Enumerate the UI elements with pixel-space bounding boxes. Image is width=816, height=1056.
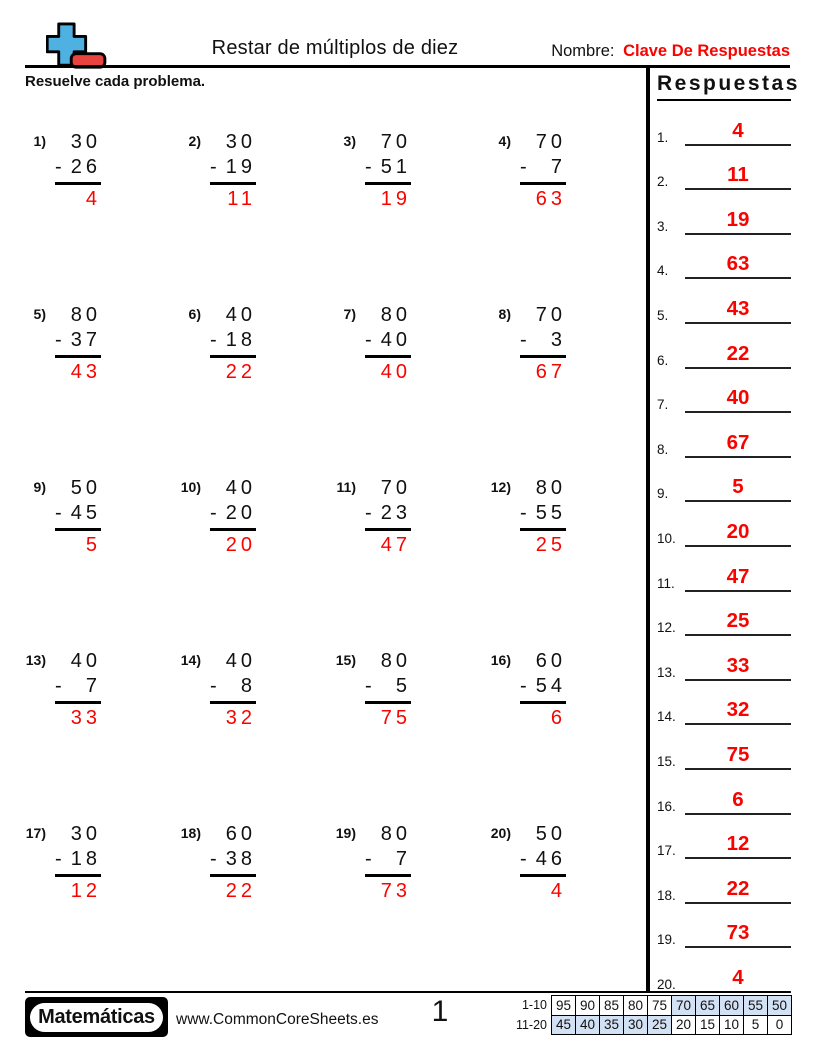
answer-number: 17.: [657, 843, 676, 859]
answer-blank: [685, 743, 791, 770]
subtrahend: 20: [225, 502, 256, 524]
problem-work: [55, 303, 101, 386]
subtrahend: 38: [225, 848, 256, 870]
answer-value: 19: [726, 207, 750, 231]
score-cell: 10: [720, 1015, 744, 1035]
subtraction-row: [365, 847, 411, 877]
score-row-2: [516, 1015, 792, 1035]
problem-answer: 22: [225, 361, 256, 383]
problem-work: [210, 303, 256, 386]
answer-blank: [685, 609, 791, 636]
answer-value: 67: [726, 430, 750, 454]
answer-blank: [685, 698, 791, 725]
problem-number: 5): [33, 306, 46, 322]
minuend: 60: [225, 823, 256, 845]
answer-value: 20: [726, 519, 750, 543]
problem-12: [481, 470, 636, 643]
subtrahend: 23: [380, 502, 411, 524]
problem-answer: 43: [70, 361, 101, 383]
problem-work: [365, 130, 411, 213]
answer-value: 22: [726, 341, 750, 365]
minus-sign: -: [520, 848, 527, 870]
problem-number: 2): [188, 133, 201, 149]
name-value: Clave De Respuestas: [623, 42, 790, 60]
score-cell: 45: [552, 1015, 576, 1035]
brand-name: Matemáticas: [30, 1003, 163, 1032]
score-cell: 95: [552, 996, 576, 1016]
minus-sign: -: [210, 156, 217, 178]
problem-3: [326, 124, 481, 297]
minus-sign: -: [365, 675, 372, 697]
minuend: 30: [225, 131, 256, 153]
problem-work: [55, 130, 101, 213]
answer-value: 22: [726, 876, 750, 900]
minus-sign: -: [55, 675, 62, 697]
minus-sign: -: [55, 848, 62, 870]
score-row-label: 11-20: [515, 1017, 547, 1032]
answer-number: 19.: [657, 932, 676, 948]
subtraction-row: [210, 501, 256, 531]
problem-number: 6): [188, 306, 201, 322]
subtraction-row: [210, 674, 256, 704]
problem-20: [481, 816, 636, 989]
answer-row-20: [657, 948, 791, 993]
answer-blank: [685, 119, 791, 146]
subtraction-row: [520, 501, 566, 531]
minuend: 40: [70, 650, 101, 672]
minus-sign: -: [365, 329, 372, 351]
answer-row-12: [657, 592, 791, 637]
problem-answer: 33: [70, 707, 101, 729]
problem-17: [16, 816, 171, 989]
subtrahend: 45: [70, 502, 101, 524]
problem-work: [210, 130, 256, 213]
subtrahend: 7: [550, 156, 566, 178]
problem-number: 9): [33, 479, 46, 495]
score-cell: 0: [768, 1015, 792, 1035]
minus-sign: -: [520, 329, 527, 351]
problem-5: [16, 297, 171, 470]
answer-number: 14.: [657, 709, 676, 725]
score-cell: 40: [576, 1015, 600, 1035]
answer-blank: [685, 520, 791, 547]
problem-work: [210, 649, 256, 732]
answer-blank: [685, 252, 791, 279]
subtrahend: 5: [395, 675, 411, 697]
score-row-label: 1-10: [521, 998, 547, 1013]
answer-value: 33: [726, 653, 750, 677]
problem-answer: 22: [225, 880, 256, 902]
problem-answer: 73: [380, 880, 411, 902]
answer-row-4: [657, 235, 791, 280]
answer-row-11: [657, 547, 791, 592]
answer-blank: [685, 832, 791, 859]
answer-row-14: [657, 681, 791, 726]
subtraction-row: [520, 155, 566, 185]
problem-13: [16, 643, 171, 816]
score-cell: 80: [624, 996, 648, 1016]
problem-answer: 11: [227, 188, 256, 210]
answer-value: 75: [726, 742, 750, 766]
score-cell: 5: [744, 1015, 768, 1035]
problem-work: [55, 649, 101, 732]
minuend: 80: [380, 823, 411, 845]
subtrahend: 51: [380, 156, 411, 178]
minuend: 80: [380, 650, 411, 672]
problem-answer: 6: [550, 707, 566, 729]
problem-number: 14): [180, 652, 201, 668]
answer-number: 5.: [657, 307, 669, 323]
problem-answer: 47: [380, 534, 411, 556]
problem-answer: 19: [380, 188, 411, 210]
minuend: 70: [535, 131, 566, 153]
minuend: 80: [535, 477, 566, 499]
subtrahend: 26: [70, 156, 101, 178]
problem-11: [326, 470, 481, 643]
minus-sign: -: [365, 848, 372, 870]
answer-row-3: [657, 190, 791, 235]
problem-6: [171, 297, 326, 470]
answer-row-2: [657, 146, 791, 191]
minuend: 80: [380, 304, 411, 326]
answers-title: Respuestas: [657, 72, 791, 101]
problem-answer: 63: [535, 188, 566, 210]
problem-work: [520, 130, 566, 213]
answer-number: 6.: [657, 352, 669, 368]
answer-value: 25: [726, 609, 750, 633]
answer-number: 8.: [657, 441, 669, 457]
minuend: 40: [225, 477, 256, 499]
problem-work: [365, 822, 411, 905]
answer-value: 63: [726, 252, 750, 276]
subtrahend: 40: [380, 329, 411, 351]
subtrahend: 55: [535, 502, 566, 524]
subtraction-row: [520, 674, 566, 704]
minuend: 70: [380, 477, 411, 499]
brand-badge: [25, 997, 168, 1037]
subtraction-row: [365, 674, 411, 704]
answer-row-18: [657, 859, 791, 904]
subtrahend: 18: [70, 848, 101, 870]
problem-answer: 67: [535, 361, 566, 383]
problem-work: [520, 303, 566, 386]
answer-blank: [685, 921, 791, 948]
minus-sign: -: [520, 675, 527, 697]
website-url: www.CommonCoreSheets.es: [176, 1011, 379, 1028]
minuend: 70: [380, 131, 411, 153]
minuend: 70: [535, 304, 566, 326]
problem-work: [520, 476, 566, 559]
problem-10: [171, 470, 326, 643]
answer-row-16: [657, 770, 791, 815]
problem-number: 12): [490, 479, 511, 495]
name-field: [551, 42, 790, 61]
answer-row-13: [657, 636, 791, 681]
score-cell: 50: [768, 996, 792, 1016]
answer-number: 7.: [657, 397, 669, 413]
answer-blank: [685, 654, 791, 681]
problem-work: [210, 476, 256, 559]
score-row-1: [516, 996, 792, 1016]
answer-value: 43: [726, 296, 750, 320]
minus-sign: -: [520, 156, 527, 178]
answer-row-7: [657, 369, 791, 414]
subtraction-row: [520, 847, 566, 877]
answer-number: 4.: [657, 263, 669, 279]
problem-work: [520, 822, 566, 905]
problem-answer: 25: [535, 534, 566, 556]
problem-4: [481, 124, 636, 297]
minuend: 80: [70, 304, 101, 326]
answer-row-1: [657, 101, 791, 146]
answer-value: 73: [726, 921, 750, 945]
problem-number: 8): [498, 306, 511, 322]
problem-number: 3): [343, 133, 356, 149]
score-cell: 20: [672, 1015, 696, 1035]
answer-number: 16.: [657, 798, 676, 814]
problem-2: [171, 124, 326, 297]
problem-answer: 4: [550, 880, 566, 902]
answer-blank: [685, 431, 791, 458]
problem-number: 15): [335, 652, 356, 668]
problem-number: 20): [490, 825, 511, 841]
problem-answer: 32: [225, 707, 256, 729]
subtraction-row: [520, 328, 566, 358]
header-rule: [25, 65, 790, 68]
answer-number: 10.: [657, 530, 676, 546]
answer-blank: [685, 966, 791, 993]
problem-work: [55, 476, 101, 559]
problem-work: [365, 649, 411, 732]
problem-15: [326, 643, 481, 816]
answer-number: 9.: [657, 486, 669, 502]
answer-blank: [685, 297, 791, 324]
answer-number: 3.: [657, 218, 669, 234]
answer-row-6: [657, 324, 791, 369]
problem-8: [481, 297, 636, 470]
minus-sign: -: [210, 502, 217, 524]
answer-number: 1.: [657, 129, 669, 145]
page-number: 1: [431, 995, 449, 1028]
problems-grid: [16, 124, 636, 989]
answer-row-9: [657, 458, 791, 503]
minus-sign: -: [55, 156, 62, 178]
answer-row-5: [657, 279, 791, 324]
answer-blank: [685, 565, 791, 592]
subtraction-row: [365, 501, 411, 531]
answers-panel: [657, 72, 800, 993]
problem-number: 11): [336, 479, 356, 495]
problem-number: 10): [180, 479, 201, 495]
subtraction-row: [55, 155, 101, 185]
score-cell: 35: [600, 1015, 624, 1035]
subtrahend: 18: [225, 329, 256, 351]
subtrahend: 8: [240, 675, 256, 697]
minuend: 40: [225, 650, 256, 672]
problem-1: [16, 124, 171, 297]
problem-answer: 12: [70, 880, 101, 902]
problem-answer: 40: [380, 361, 411, 383]
minus-sign: -: [365, 502, 372, 524]
answer-blank: [685, 877, 791, 904]
name-label: Nombre:: [551, 42, 615, 60]
answer-blank: [685, 788, 791, 815]
answer-blank: [685, 386, 791, 413]
problem-answer: 5: [85, 534, 101, 556]
minus-sign: -: [55, 502, 62, 524]
answer-number: 13.: [657, 664, 676, 680]
answer-row-19: [657, 904, 791, 949]
answer-value: 11: [727, 163, 749, 187]
score-table: [516, 995, 792, 1035]
minuend: 50: [535, 823, 566, 845]
score-cell: 15: [696, 1015, 720, 1035]
answer-blank: [685, 342, 791, 369]
problem-number: 19): [335, 825, 356, 841]
problem-work: [520, 649, 566, 732]
subtraction-row: [55, 847, 101, 877]
subtraction-row: [365, 328, 411, 358]
answer-row-15: [657, 725, 791, 770]
minus-sign: -: [365, 156, 372, 178]
problem-work: [365, 303, 411, 386]
score-cell: 55: [744, 996, 768, 1016]
score-cell: 25: [648, 1015, 672, 1035]
worksheet-title: Restar de múltiplos de diez: [211, 37, 459, 59]
problem-9: [16, 470, 171, 643]
minus-sign: -: [210, 329, 217, 351]
answer-number: 12.: [657, 620, 676, 636]
problem-number: 16): [490, 652, 511, 668]
subtrahend: 7: [85, 675, 101, 697]
score-cell: 65: [696, 996, 720, 1016]
problem-work: [210, 822, 256, 905]
subtraction-row: [365, 155, 411, 185]
score-cell: 70: [672, 996, 696, 1016]
answer-row-8: [657, 413, 791, 458]
problem-number: 4): [498, 133, 511, 149]
minus-sign: -: [55, 329, 62, 351]
subtraction-row: [55, 501, 101, 531]
subtraction-row: [55, 674, 101, 704]
answer-blank: [685, 163, 791, 190]
problem-work: [55, 822, 101, 905]
score-cell: 30: [624, 1015, 648, 1035]
answers-divider: [646, 68, 650, 991]
answer-row-17: [657, 815, 791, 860]
minuend: 30: [70, 131, 101, 153]
answer-value: 4: [732, 965, 744, 989]
problem-answer: 4: [85, 188, 101, 210]
answer-value: 32: [726, 698, 750, 722]
answer-number: 11.: [657, 575, 675, 591]
problem-number: 17): [25, 825, 46, 841]
score-cell: 75: [648, 996, 672, 1016]
subtrahend: 3: [550, 329, 566, 351]
answer-value: 5: [732, 475, 744, 499]
score-cell: 60: [720, 996, 744, 1016]
problem-answer: 75: [380, 707, 411, 729]
subtraction-row: [210, 328, 256, 358]
answer-number: 15.: [657, 753, 676, 769]
answer-number: 20.: [657, 976, 676, 992]
minus-sign: -: [520, 502, 527, 524]
problem-work: [365, 476, 411, 559]
problem-14: [171, 643, 326, 816]
problem-number: 7): [343, 306, 356, 322]
subtraction-row: [210, 155, 256, 185]
answer-value: 6: [732, 787, 744, 811]
minuend: 50: [70, 477, 101, 499]
subtrahend: 37: [70, 329, 101, 351]
answer-number: 2.: [657, 174, 669, 190]
instruction-text: Resuelve cada problema.: [25, 73, 206, 90]
score-cell: 85: [600, 996, 624, 1016]
answer-number: 18.: [657, 887, 676, 903]
answer-value: 4: [732, 118, 744, 142]
minus-sign: -: [210, 675, 217, 697]
answer-value: 40: [726, 386, 750, 410]
answer-blank: [685, 208, 791, 235]
problem-number: 13): [25, 652, 46, 668]
footer-rule: [25, 991, 790, 993]
subtrahend: 54: [535, 675, 566, 697]
subtrahend: 19: [225, 156, 256, 178]
minuend: 30: [70, 823, 101, 845]
problem-16: [481, 643, 636, 816]
problem-19: [326, 816, 481, 989]
problem-7: [326, 297, 481, 470]
minus-sign: -: [210, 848, 217, 870]
score-cell: 90: [576, 996, 600, 1016]
problem-18: [171, 816, 326, 989]
subtraction-row: [55, 328, 101, 358]
subtrahend: 7: [395, 848, 411, 870]
subtrahend: 46: [535, 848, 566, 870]
minuend: 40: [225, 304, 256, 326]
problem-number: 18): [180, 825, 201, 841]
subtraction-row: [210, 847, 256, 877]
answer-row-10: [657, 502, 791, 547]
problem-answer: 20: [225, 534, 256, 556]
answer-blank: [685, 475, 791, 502]
answer-value: 47: [726, 564, 750, 588]
minuend: 60: [535, 650, 566, 672]
problem-number: 1): [33, 133, 46, 149]
answer-value: 12: [726, 832, 750, 856]
